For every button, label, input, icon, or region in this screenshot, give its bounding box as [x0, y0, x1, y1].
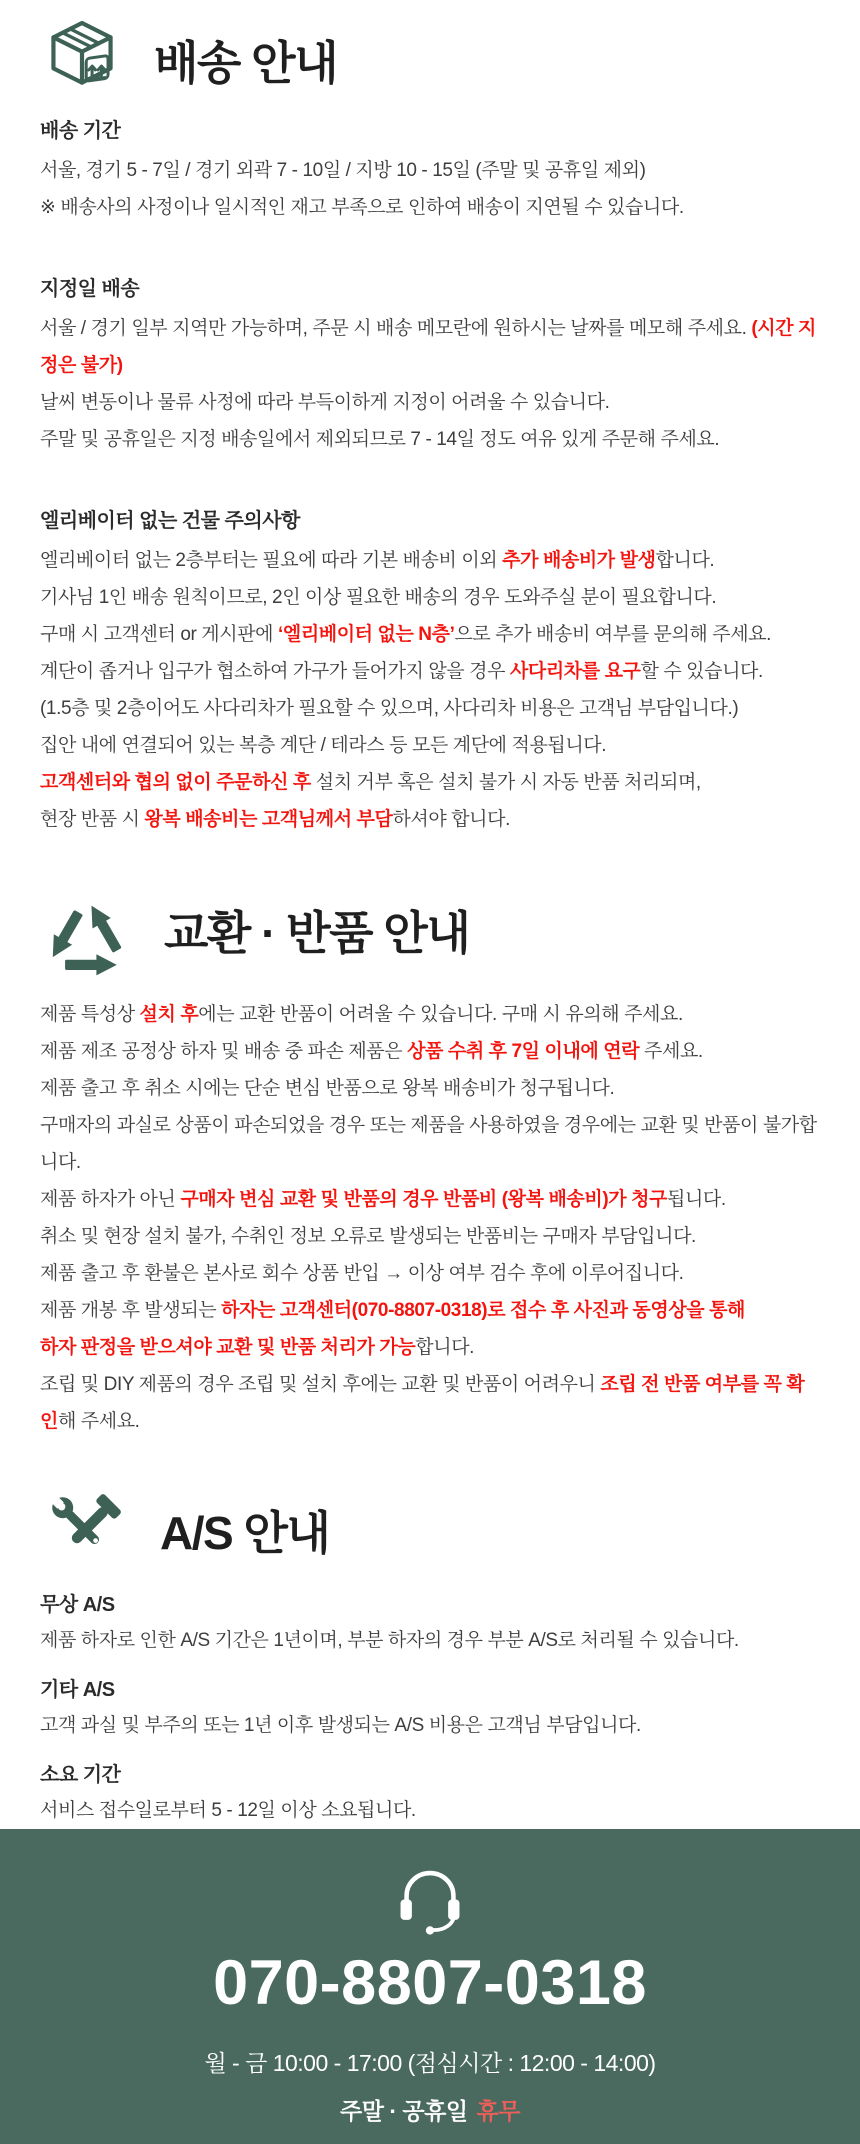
business-hours: 월 - 금 10:00 - 17:00 (점심시간 : 12:00 - 14:00) — [204, 2050, 656, 2076]
phone-number: 070-8807-0318 — [213, 1948, 647, 2018]
section-shipping-body — [40, 114, 820, 838]
section-title: 배송 안내 — [154, 37, 338, 89]
subsection-heading: 무상 A/S — [40, 1594, 115, 1616]
subsection-heading: 소요 기간 — [40, 1764, 121, 1786]
closed-badge: 휴무 — [476, 2098, 520, 2124]
text-line: 날씨 변동이나 물류 사정에 따라 부득이하게 지정이 어려울 수 있습니다. — [40, 392, 610, 413]
section-exchange — [40, 882, 820, 1440]
section-as — [40, 1484, 820, 1829]
subsection-heading: 엘리베이터 없는 건물 주의사항 — [40, 510, 300, 532]
text-line: (1.5층 및 2층이어도 사다리차가 필요할 수 있으며, 사다리차 비용은 고객님 부담입니다.) — [40, 698, 739, 719]
subsection-heading: 지정일 배송 — [40, 278, 140, 300]
tools-icon — [40, 1484, 130, 1576]
text-line: 제품 하자로 인한 A/S 기간은 1년이며, 부분 하자의 경우 부분 A/S로 처리될 수 있습니다. — [40, 1630, 739, 1651]
text-line: 구매 시 고객센터 or 게시판에 ‘엘리베이터 없는 N층’으로 추가 배송비 여부를 문의해 주세요. — [40, 624, 772, 645]
text-line: 계단이 좁거나 입구가 협소하여 가구가 들어가지 않을 경우 사다리차를 요구할 수 있습니다. — [40, 661, 763, 682]
text-line: 제품 제조 공정상 하자 및 배송 중 파손 제품은 상품 수취 후 7일 이내에 연락 주세요. — [40, 1041, 703, 1062]
recycle-icon — [40, 882, 134, 978]
text-line: 제품 출고 후 환불은 본사로 회수 상품 반입 → 이상 여부 검수 후에 이루어집니다. — [40, 1263, 684, 1284]
section-title: A/S 안내 — [160, 1507, 330, 1559]
closed-notice — [0, 2093, 860, 2126]
text-line: 고객 과실 및 부주의 또는 1년 이후 발생되는 A/S 비용은 고객님 부담입니다. — [40, 1715, 641, 1736]
text-line: ※ 배송사의 사정이나 일시적인 재고 부족으로 인하여 배송이 지연될 수 있습니다. — [40, 197, 684, 218]
text-line: 서비스 접수일로부터 5 - 12일 이상 소요됩니다. — [40, 1800, 416, 1821]
section-exchange-body — [40, 996, 820, 1440]
text-line: 취소 및 현장 설치 불가, 수취인 정보 오류로 발생되는 반품비는 구매자 부담입니다. — [40, 1226, 696, 1247]
section-as-header — [40, 1484, 820, 1576]
section-as-body — [40, 1588, 820, 1829]
text-line: 조립 및 DIY 제품의 경우 조립 및 설치 후에는 교환 및 반품이 어려우니 조립 전 반품 여부를 꼭 확인해 주세요. — [40, 1374, 805, 1432]
section-shipping-header — [40, 16, 820, 104]
text-line: 하자 판정을 받으셔야 교환 및 반품 처리가 가능합니다. — [40, 1337, 475, 1358]
text-line: 구매자의 과실로 상품이 파손되었을 경우 또는 제품을 사용하였을 경우에는 교환 및 반품이 불가합니다. — [40, 1115, 817, 1173]
text-line: 기사님 1인 배송 원칙이므로, 2인 이상 필요한 배송의 경우 도와주실 분이 필요합니다. — [40, 587, 717, 608]
section-exchange-header — [40, 882, 820, 978]
section-title: 교환 · 반품 안내 — [164, 907, 470, 959]
text-line: 주말 및 공휴일은 지정 배송일에서 제외되므로 7 - 14일 정도 여유 있게 주문해 주세요. — [40, 429, 720, 450]
text-line: 고객센터와 협의 없이 주문하신 후 설치 거부 혹은 설치 불가 시 자동 반품 처리되며, — [40, 772, 701, 793]
text-line: 제품 출고 후 취소 시에는 단순 변심 반품으로 왕복 배송비가 청구됩니다. — [40, 1078, 615, 1099]
text-line: 서울, 경기 5 - 7일 / 경기 외곽 7 - 10일 / 지방 10 - 15일 (주말 및 공휴일 제외) — [40, 160, 646, 181]
subsection-heading: 기타 A/S — [40, 1679, 115, 1701]
section-shipping — [40, 16, 820, 838]
text-line: 제품 개봉 후 발생되는 하자는 고객센터(070-8807-0318)로 접수 후 사진과 동영상을 통해 — [40, 1300, 746, 1321]
closed-label: 주말 · 공휴일 — [340, 2098, 468, 2124]
text-line: 집안 내에 연결되어 있는 복층 계단 / 테라스 등 모든 계단에 적용됩니다. — [40, 735, 607, 756]
contact-footer — [0, 1829, 860, 2144]
text-line: 서울 / 경기 일부 지역만 가능하며, 주문 시 배송 메모란에 원하시는 날짜를 메모해 주세요. (시간 지정은 불가) — [40, 318, 817, 376]
text-line: 제품 하자가 아닌 구매자 변심 교환 및 반품의 경우 반품비 (왕복 배송비)가 청구됩니다. — [40, 1189, 726, 1210]
subsection-heading: 배송 기간 — [40, 120, 121, 142]
box-icon — [40, 16, 124, 104]
headset-icon — [0, 1867, 860, 1935]
text-line: 현장 반품 시 왕복 배송비는 고객님께서 부담하셔야 합니다. — [40, 809, 510, 830]
text-line: 엘리베이터 없는 2층부터는 필요에 따라 기본 배송비 이외 추가 배송비가 발생합니다. — [40, 550, 715, 571]
text-line: 제품 특성상 설치 후에는 교환 반품이 어려울 수 있습니다. 구매 시 유의해 주세요. — [40, 1004, 683, 1025]
